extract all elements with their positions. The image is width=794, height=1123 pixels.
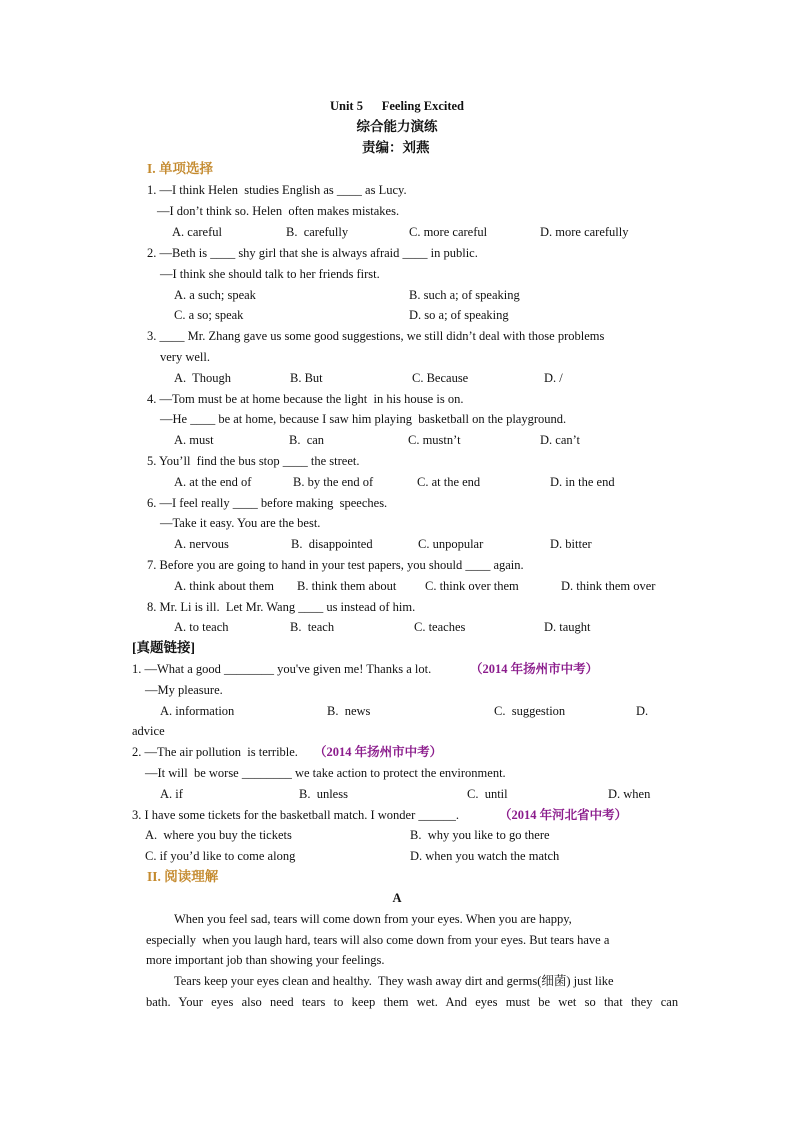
option-c: C. at the end <box>417 475 481 489</box>
question-reply: —Take it easy. You are the best. <box>160 516 321 530</box>
option-c: C. unpopular <box>418 537 484 551</box>
option-b: B. unless <box>299 787 348 801</box>
option-b: B. But <box>290 371 323 385</box>
option-d: D. when <box>608 787 651 801</box>
option-d: D. in the end <box>550 475 615 489</box>
passage-line: especially when you laugh hard, tears will also come down from your eyes. But tears have a <box>146 933 610 947</box>
option-c: C. suggestion <box>494 704 566 718</box>
option-c: C. Because <box>412 371 469 385</box>
question-stem: 4. —Tom must be at home because the light in his house is on. <box>147 392 464 406</box>
option-b: B. teach <box>290 620 335 634</box>
question-stem: 2. —Beth is ____ shy girl that she is always afraid ____ in public. <box>147 246 478 260</box>
option-b: B. by the end of <box>293 475 374 489</box>
passage-line: more important job than showing your feelings. <box>146 953 385 967</box>
option-b: B. carefully <box>286 225 349 239</box>
option-d: D. so a; of speaking <box>409 308 509 322</box>
option-a: A. Though <box>174 371 232 385</box>
unit-title: Unit 5 Feeling Excited <box>329 99 464 113</box>
option-d: D. / <box>544 371 563 385</box>
option-d: D. taught <box>544 620 591 634</box>
option-c: C. teaches <box>414 620 466 634</box>
option-c: C. more careful <box>409 225 488 239</box>
question-stem: 1. —I think Helen studies English as ____ as Lucy. <box>147 183 407 197</box>
question-stem: 5. You’ll find the bus stop ____ the street. <box>147 454 360 468</box>
option-d: D. think them over <box>561 579 656 593</box>
option-b: B. why you like to go there <box>410 828 550 842</box>
option-d: D. bitter <box>550 537 592 551</box>
exam-source-tag: （2014 年扬州市中考） <box>470 662 599 676</box>
question-reply: —I don’t think so. Helen often makes mistakes. <box>157 204 400 218</box>
option-b: B. disappointed <box>291 537 373 551</box>
question-stem: 7. Before you are going to hand in your test papers, you should ____ again. <box>147 558 524 572</box>
option-a: A. to teach <box>174 620 229 634</box>
question-stem: 1. —What a good ________ you've given me! Thanks a lot. <box>132 662 432 676</box>
passage-line: When you feel sad, tears will come down from your eyes. When you are happy, <box>174 912 572 926</box>
option-d: D. can’t <box>540 433 581 447</box>
option-a: A. think about them <box>174 579 274 593</box>
question-reply: —He ____ be at home, because I saw him playing basketball on the playground. <box>160 412 567 426</box>
question-reply: —My pleasure. <box>145 683 223 697</box>
question-stem: 2. —The air pollution is terrible. <box>132 745 298 759</box>
option-a: A. a such; speak <box>174 288 256 302</box>
option-c: C. mustn’t <box>408 433 461 447</box>
option-c: C. a so; speak <box>174 308 244 322</box>
option-a: A. where you buy the tickets <box>145 828 292 842</box>
question-stem-continued: very well. <box>160 350 210 364</box>
section-heading-single-choice: I. 单项选择 <box>147 161 214 176</box>
passage-line: Tears keep your eyes clean and healthy. They wash away dirt and germs(细菌) just like <box>174 974 614 988</box>
option-d: D. <box>636 704 649 718</box>
option-d: D. when you watch the match <box>410 849 560 863</box>
question-stem: 8. Mr. Li is ill. Let Mr. Wang ____ us instead of him. <box>147 600 416 614</box>
option-c: C. until <box>467 787 508 801</box>
option-a: A. careful <box>172 225 222 239</box>
passage-line: bath. Your eyes also need tears to keep them wet. And eyes must be wet so that they can <box>146 995 679 1009</box>
option-d: D. more carefully <box>540 225 629 239</box>
option-c: C. if you’d like to come along <box>145 849 296 863</box>
exam-source-tag: （2014 年河北省中考） <box>499 808 628 822</box>
section-heading-real-exam: [真题链接] <box>132 640 195 655</box>
section-heading-reading: II. 阅读理解 <box>147 869 219 884</box>
option-a: A. at the end of <box>174 475 252 489</box>
exam-source-tag: （2014 年扬州市中考） <box>314 745 443 759</box>
option-a: A. nervous <box>174 537 229 551</box>
option-d-continued: advice <box>132 724 165 738</box>
passage-label: A <box>392 891 402 905</box>
option-b: B. such a; of speaking <box>409 288 520 302</box>
document-subtitle: 综合能力演练 <box>356 119 438 134</box>
question-stem: 6. —I feel really ____ before making speeches. <box>147 496 388 510</box>
option-b: B. news <box>327 704 371 718</box>
question-reply: —It will be worse ________ we take action to protect the environment. <box>145 766 506 780</box>
question-reply: —I think she should talk to her friends first. <box>160 267 380 281</box>
option-a: A. information <box>160 704 235 718</box>
question-stem: 3. ____ Mr. Zhang gave us some good suggestions, we still didn’t deal with those problems <box>147 329 605 343</box>
option-a: A. must <box>174 433 214 447</box>
question-stem: 3. I have some tickets for the basketball match. I wonder ______. <box>132 808 459 822</box>
option-b: B. can <box>289 433 325 447</box>
editor-line: 责编：刘燕 <box>362 140 430 155</box>
option-b: B. think them about <box>297 579 397 593</box>
option-c: C. think over them <box>425 579 519 593</box>
option-a: A. if <box>160 787 183 801</box>
